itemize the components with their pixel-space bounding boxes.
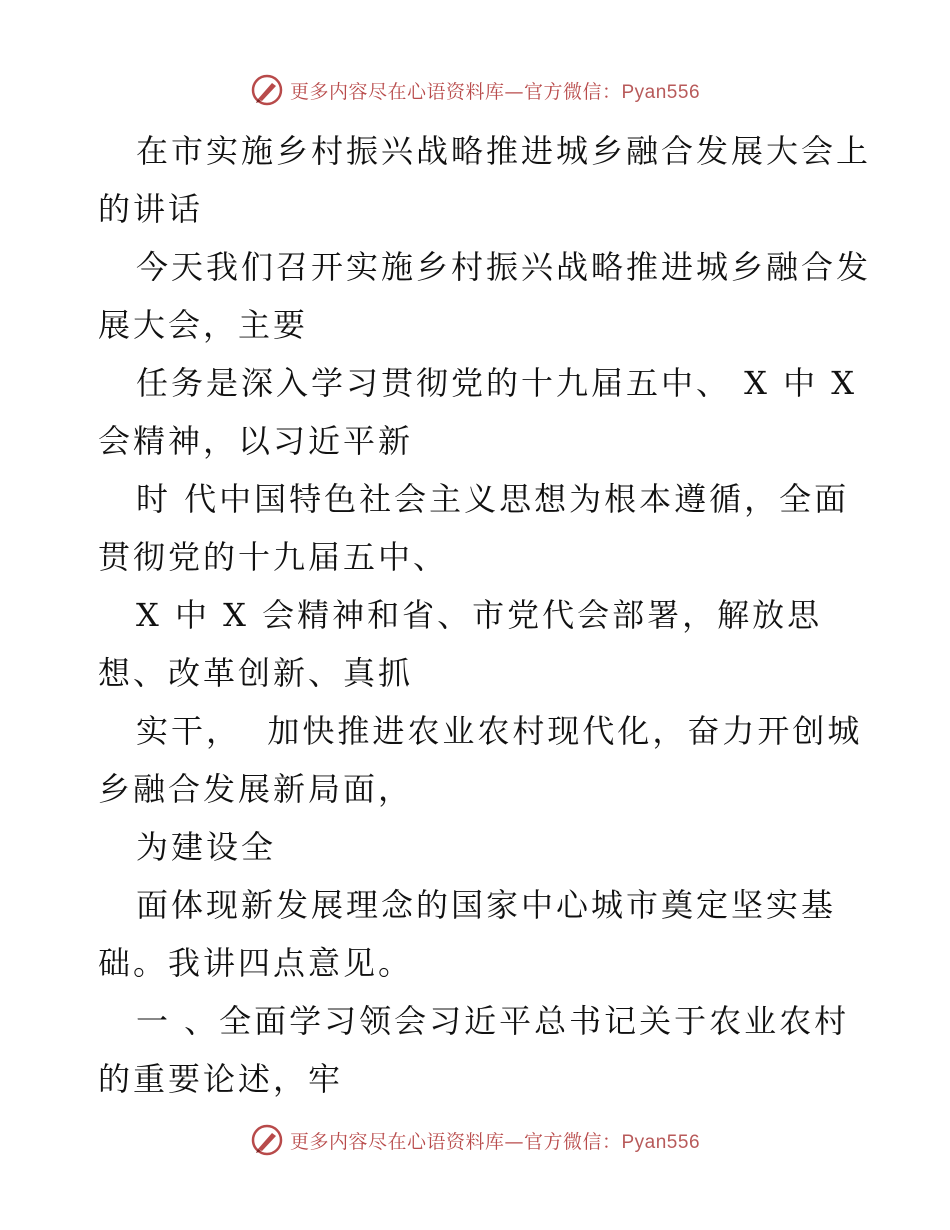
text-line: 的重要论述，牢 [98, 1060, 344, 1098]
text-line: 实干， 加快推进农业农村现代化，奋力开创城 [136, 712, 863, 750]
text-line: 在市实施乡村振兴战略推进城乡融合发展大会上 [136, 132, 872, 170]
text-line: 一 、全面学习领会习近平总书记关于农业农村 [136, 1002, 850, 1040]
text-line: 为建设全 [136, 828, 277, 866]
text-line: 的讲话 [98, 190, 204, 228]
footer-banner [0, 1120, 950, 1160]
text-line: 想、改革创新、真抓 [98, 654, 414, 692]
banner-label: 更多内容尽在心语资料库—官方微信： [289, 80, 622, 103]
pen-logo-icon [250, 73, 284, 107]
banner-text [290, 77, 700, 104]
text-line: 乡融合发展新局面， [98, 770, 414, 808]
wechat-id: Pyan556 [621, 81, 701, 103]
text-line: 贯彻党的十九届五中、 [98, 538, 449, 576]
banner-label: 更多内容尽在心语资料库—官方微信： [289, 1130, 622, 1153]
text-line: 时 代中国特色社会主义思想为根本遵循，全面 [136, 480, 850, 518]
text-line: 今天我们召开实施乡村振兴战略推进城乡融合发 [136, 248, 872, 286]
text-line: 会精神，以习近平新 [98, 422, 414, 460]
text-line: 展大会，主要 [98, 306, 309, 344]
text-line: X 中 X 会精神和省、市党代会部署，解放思 [136, 596, 823, 634]
wechat-id: Pyan556 [621, 1131, 701, 1153]
banner-text [290, 1127, 700, 1154]
text-line: 础。我讲四点意见。 [98, 944, 414, 982]
text-line: 面体现新发展理念的国家中心城市奠定坚实基 [136, 886, 837, 924]
text-line: 任务是深入学习贯彻党的十九届五中、 X 中 X [136, 364, 858, 402]
header-banner [0, 70, 950, 110]
pen-logo-icon [250, 1123, 284, 1157]
document-body [98, 122, 872, 1108]
